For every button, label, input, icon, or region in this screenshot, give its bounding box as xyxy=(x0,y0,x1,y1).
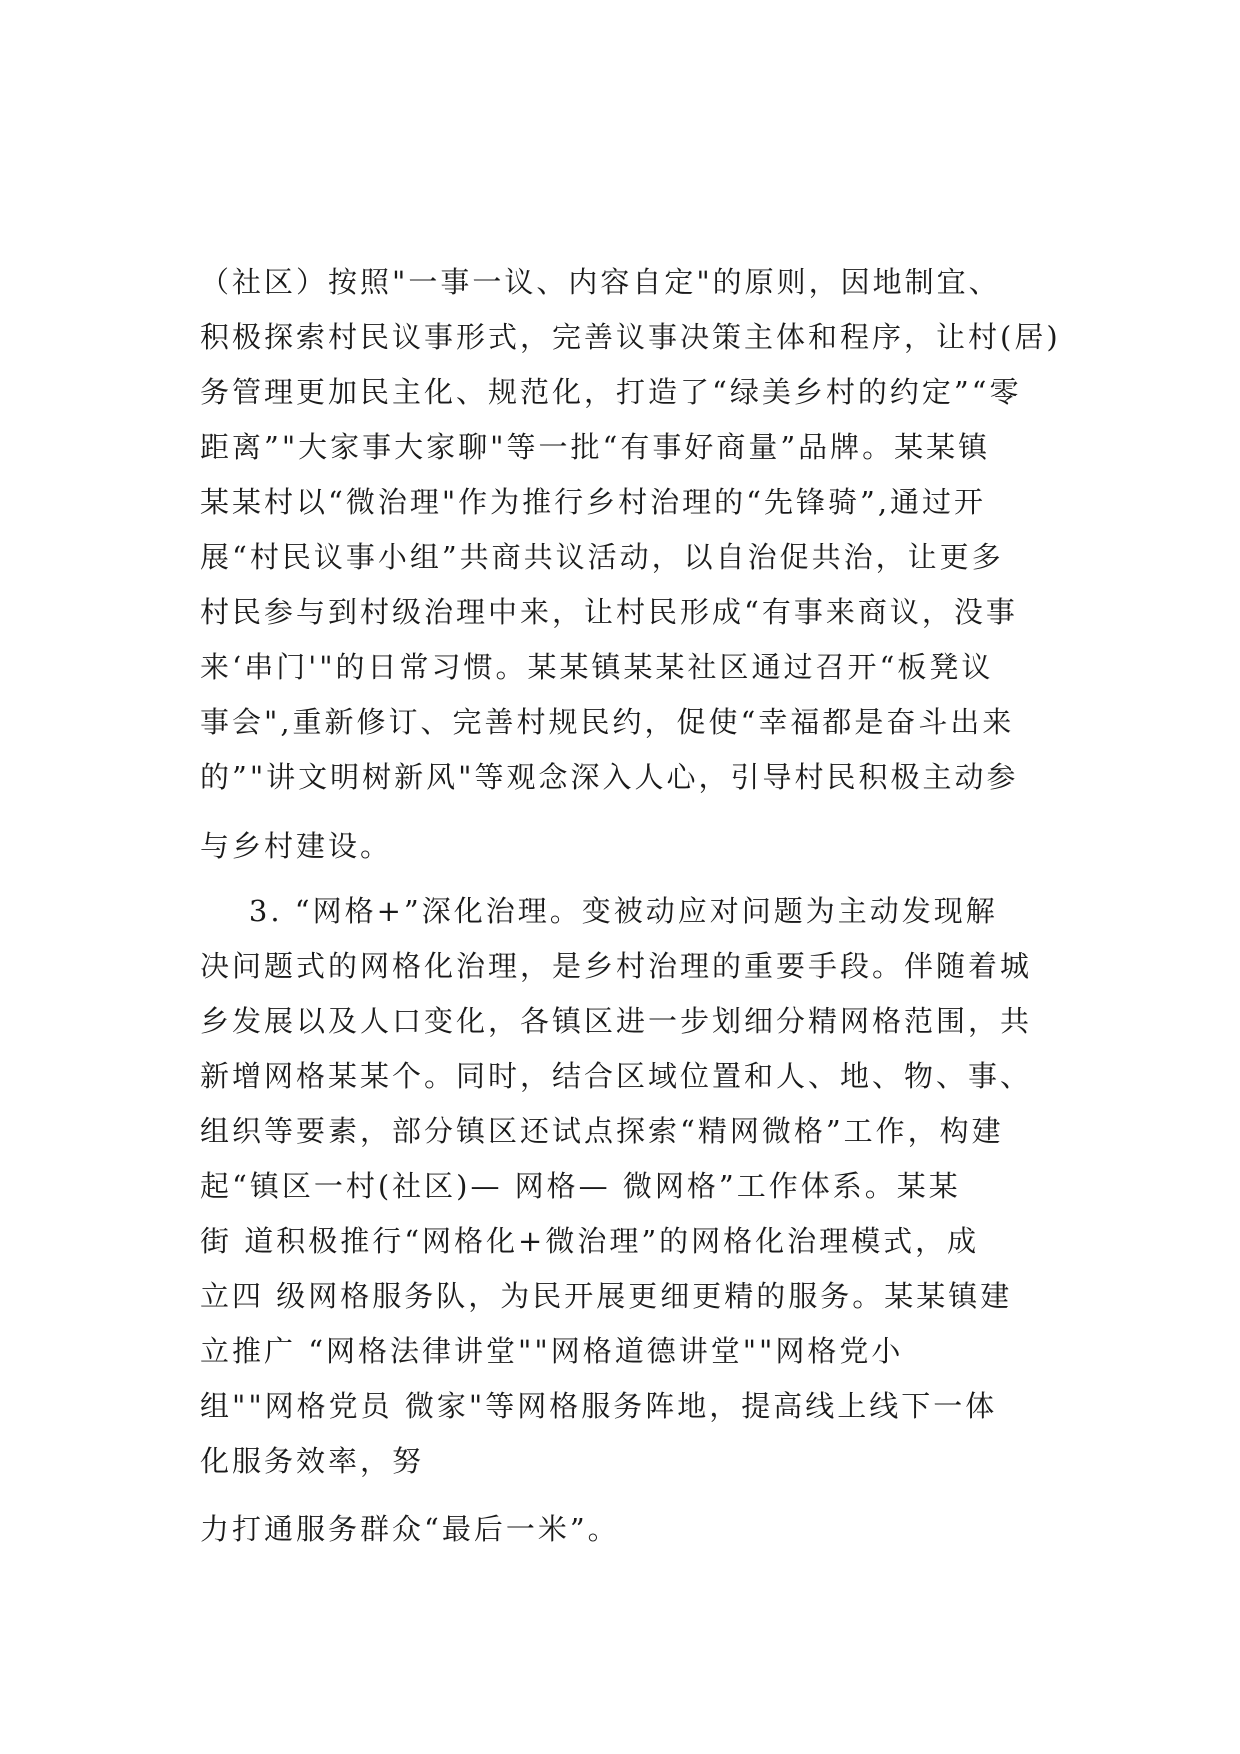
text-line: 积极探索村民议事形式，完善议事决策主体和程序，让村(居) xyxy=(200,320,1061,354)
text-line: 距离”"大家事大家聊"等一批“有事好商量”品牌。某某镇 xyxy=(200,430,991,464)
text-line: 力打通服务群众“最后一米”。 xyxy=(200,1512,620,1546)
text-line: 3. “网格+”深化治理。变被动应对问题为主动发现解 xyxy=(200,894,998,928)
text-line: 化服务效率，努 xyxy=(200,1444,425,1478)
text-line: 来‘串门'"的日常习惯。某某镇某某社区通过召开“板凳议 xyxy=(200,650,994,684)
text-line: 的”"讲文明树新风"等观念深入人心，引导村民积极主动参 xyxy=(200,760,1019,794)
text-line: 事会",重新修订、完善村规民约，促使“幸福都是奋斗出来 xyxy=(200,705,1015,739)
text-line: 务管理更加民主化、规范化，打造了“绿美乡村的约定”“零 xyxy=(200,375,1022,409)
text-line: 起“镇区一村(社区)— 网格— 微网格”工作体系。某某 xyxy=(200,1169,961,1203)
text-line: 展“村民议事小组”共商共议活动，以自治促共治，让更多 xyxy=(200,540,1004,574)
text-line: 立四 级网格服务队，为民开展更细更精的服务。某某镇建 xyxy=(200,1279,1013,1313)
text-line: 组""网格党员 微家"等网格服务阵地，提高线上线下一体 xyxy=(200,1389,998,1423)
text-line: 某某村以“微治理"作为推行乡村治理的“先锋骑”,通过开 xyxy=(200,485,987,519)
text-line: 新增网格某某个。同时，结合区域位置和人、地、物、事、 xyxy=(200,1059,1033,1093)
text-line: （社区）按照"一事一议、内容自定"的原则，因地制宜、 xyxy=(200,265,1001,299)
text-line: 乡发展以及人口变化，各镇区进一步划细分精网格范围，共 xyxy=(200,1004,1033,1038)
text-line: 组织等要素，部分镇区还试点探索“精网微格”工作，构建 xyxy=(200,1114,1004,1148)
text-line: 与乡村建设。 xyxy=(200,829,393,863)
text-line: 街 道积极推行“网格化+微治理”的网格化治理模式，成 xyxy=(200,1224,980,1258)
text-line: 村民参与到村级治理中来，让村民形成“有事来商议，没事 xyxy=(200,595,1018,629)
text-line: 立推广 “网格法律讲堂""网格道德讲堂""网格党小 xyxy=(200,1334,904,1368)
text-line: 决问题式的网格化治理，是乡村治理的重要手段。伴随着城 xyxy=(200,949,1033,983)
